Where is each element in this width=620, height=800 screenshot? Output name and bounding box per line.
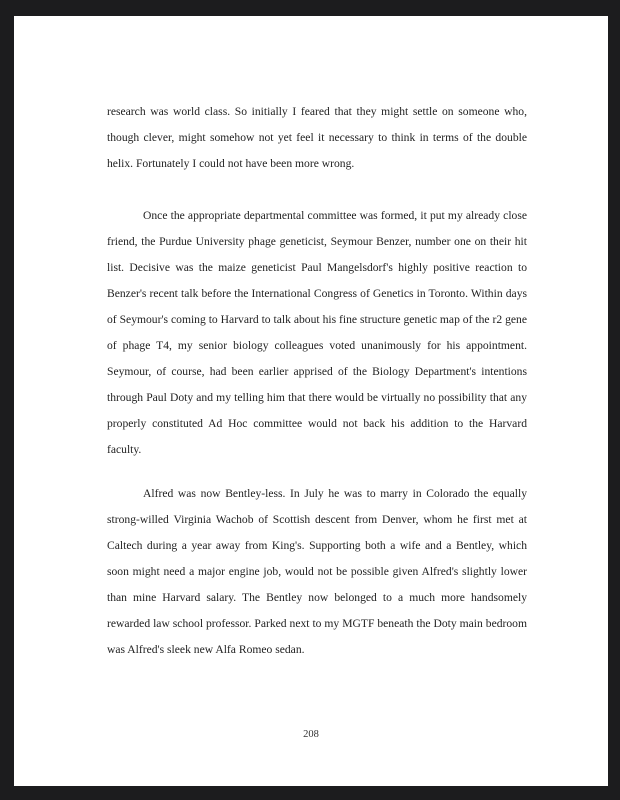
paragraph-1: research was world class. So initially I feared that they might settle on someone who, though clever, might somehow not yet feel it necessary to think in terms of the double helix. Fortunately I could not have been more wrong. — [107, 105, 527, 170]
paragraph-3: Alfred was now Bentley-less. In July he was to marry in Colorado the equally strong-willed Virginia Wachob of Scottish descent from Denver, whom he first met at Caltech during a year away from King's. Supporting both a wife and a Bentley, which soon might need a major engine job, would not be possible given Alfred's slightly lower than mine Harvard salary. The Bentley now belonged to a much more handsomely rewarded law school professor. Parked next to my MGTF beneath the Doty main bedroom was Alfred's sleek new Alfa Romeo sedan. — [107, 487, 527, 656]
document-page — [14, 16, 608, 786]
paragraph-2: Once the appropriate departmental committee was formed, it put my already close friend, the Purdue University phage geneticist, Seymour Benzer, number one on their hit list. Decisive was the maize geneticist Paul Mangelsdorf's highly positive reaction to Benzer's recent talk before the International Congress of Genetics in Toronto. Within days of Seymour's coming to Harvard to talk about his fine structure genetic map of the r2 gene of phage T4, my senior biology colleagues voted unanimously for his appointment. Seymour, of course, had been earlier apprised of the Biology Department's intentions through Paul Doty and my telling him that there would be virtually no possibility that any properly constituted Ad Hoc committee would not back his addition to the Harvard faculty. — [107, 209, 527, 456]
page-number: 208 — [303, 729, 319, 740]
